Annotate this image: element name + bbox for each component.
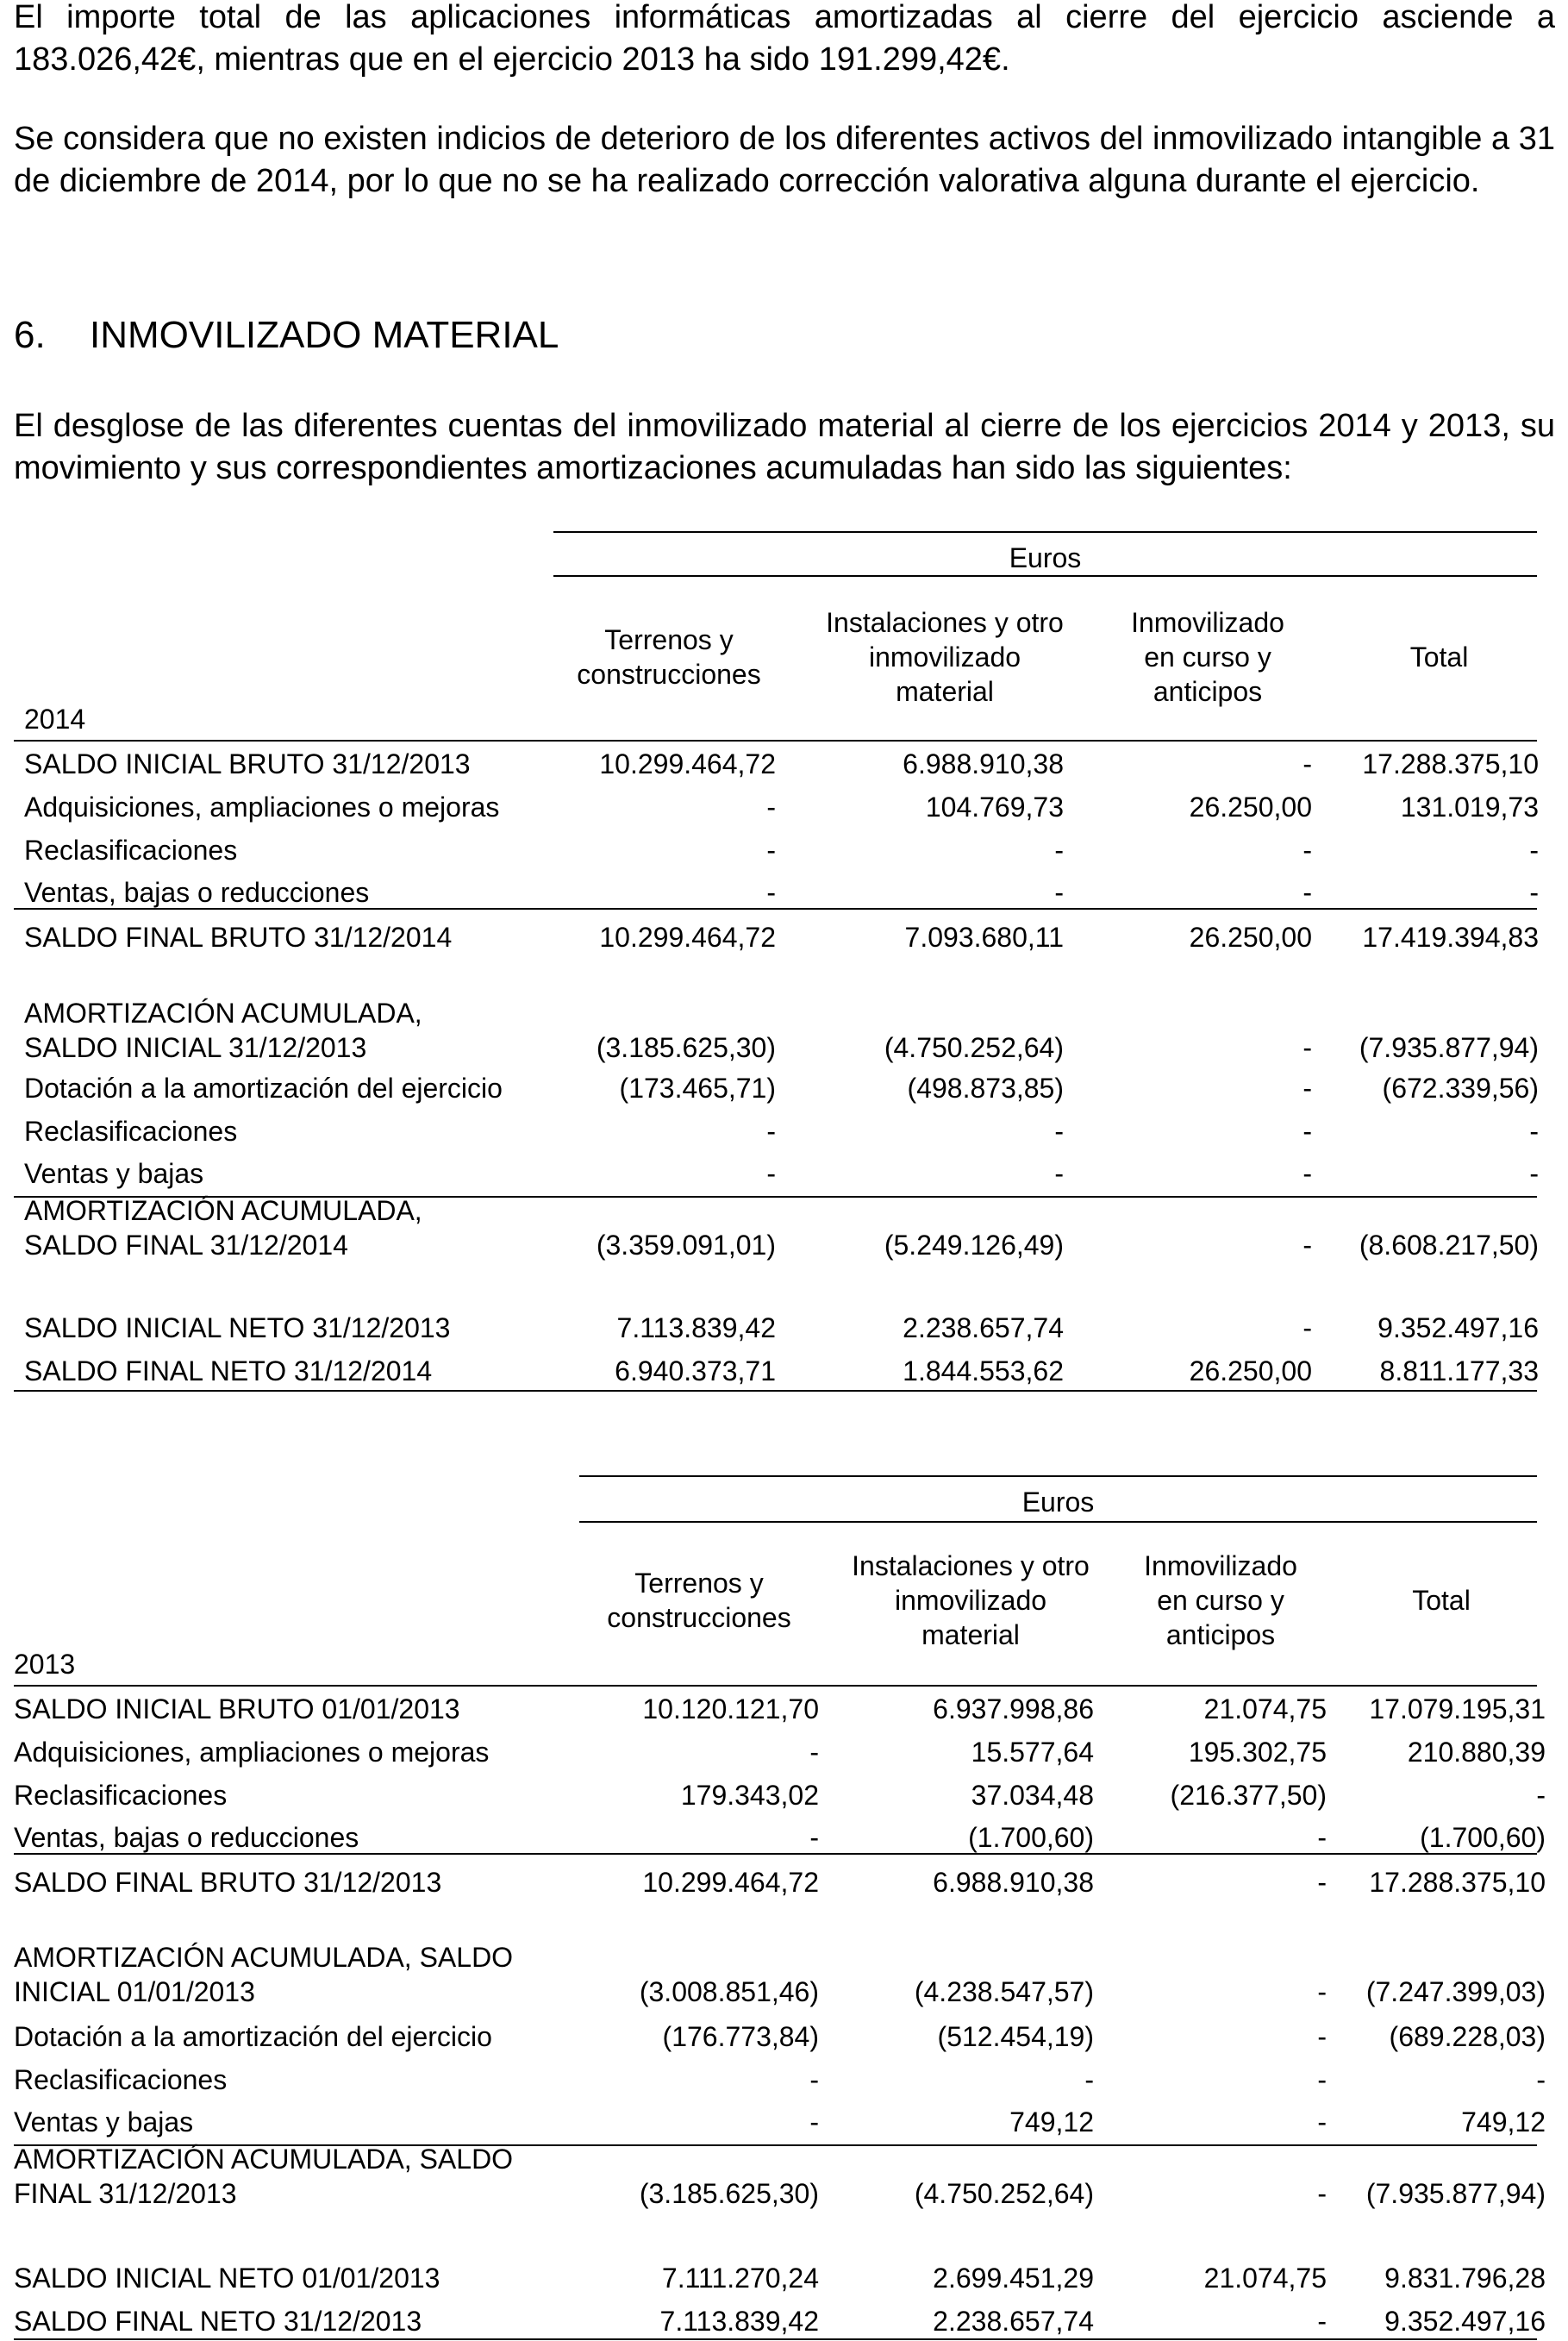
table-row [14,2062,1546,2097]
column-header-line: Terrenos y [634,1568,764,1599]
cell-value: 104.769,73 [925,792,1064,823]
row-label: SALDO INICIAL NETO 31/12/2013 [24,1312,451,1343]
cell-value: 10.299.464,72 [599,748,776,779]
row-label-line: AMORTIZACIÓN ACUMULADA, SALDO [14,1942,514,1973]
cell-value: - [1303,1116,1312,1147]
cell-value: 10.299.464,72 [642,1867,819,1898]
cell-value: - [1317,1822,1327,1853]
cell-value: - [1054,835,1064,866]
cell-value: 195.302,75 [1188,1737,1327,1768]
paragraph-impairment: Se considera que no existen indicios de deterioro de los diferentes activos del inmovilizado intangible a 31 de diciembre de 2014, por lo que no se ha realizado corrección valorativa alguna durante el ejercicio. [14,121,1555,199]
row-label-line: AMORTIZACIÓN ACUMULADA, [24,1195,422,1226]
currency-label: Euros [1021,1487,1095,1518]
cell-value: 210.880,39 [1407,1737,1546,1768]
row-label: SALDO FINAL BRUTO 31/12/2013 [14,1867,442,1898]
column-header-line: Terrenos y [604,624,734,655]
column-header-line: Total [1412,1585,1471,1616]
row-label: Ventas y bajas [24,1158,204,1189]
cell-value: - [1054,1158,1064,1189]
cell-value: - [1317,2064,1327,2095]
cell-value: 26.250,00 [1189,1355,1312,1386]
cell-value: - [766,792,776,823]
row-label [14,2142,513,2211]
cell-value: 26.250,00 [1189,792,1312,823]
row-label-line: FINAL 31/12/2013 [14,2178,237,2209]
cell-value: - [1317,1867,1327,1898]
row-label: Reclasificaciones [24,835,238,866]
column-header-line: material [921,1619,1020,1650]
header-rule [579,1475,1537,1477]
cell-value: 749,12 [1009,2106,1094,2138]
cell-value: - [1317,2021,1327,2052]
cell-value: - [1303,1158,1312,1189]
column-header-in-progress [1121,1549,1320,1652]
cell-value: (689.228,03) [1389,2021,1546,2052]
table-row [14,1940,1546,2009]
cell-value: 2.238.657,74 [903,1312,1064,1343]
cell-value: - [1317,2306,1327,2337]
row-separator [14,2338,1537,2340]
cell-value: 9.352.497,16 [1384,2306,1546,2337]
table-2013 [14,0,1546,2341]
cell-value: - [1054,877,1064,908]
year-label: 2013 [14,1649,76,1680]
section-number: 6. [14,314,46,356]
cell-value: (7.935.877,94) [1359,1032,1539,1063]
cell-value: (1.700,60) [1420,1822,1546,1853]
header-rule [579,1521,1537,1523]
cell-value: 17.419.394,83 [1362,922,1539,953]
cell-value: - [1303,748,1312,779]
cell-value: 7.093.680,11 [904,922,1064,953]
row-label: SALDO FINAL NETO 31/12/2013 [14,2306,422,2337]
column-header-line: Inmovilizado [1144,1550,1297,1581]
row-label-line: AMORTIZACIÓN ACUMULADA, [24,998,422,1029]
column-header-line: anticipos [1153,676,1263,707]
cell-value: - [1536,1780,1546,1811]
cell-value: 6.940.373,71 [615,1355,776,1386]
cell-value: - [1084,2064,1094,2095]
cell-value: (5.249.126,49) [884,1230,1064,1261]
cell-value: - [1303,1312,1312,1343]
header-bottom-rule [14,1685,1537,1687]
cell-value: (4.238.547,57) [914,1976,1094,2007]
table-row [14,2304,1546,2338]
cell-value: 10.120.121,70 [642,1693,819,1724]
row-label-line: SALDO INICIAL 31/12/2013 [24,1032,367,1063]
cell-value: 7.113.839,42 [616,1312,776,1343]
row-label: Adquisiciones, ampliaciones o mejoras [24,792,500,823]
paragraph-breakdown: El desglose de las diferentes cuentas del inmovilizado material al cierre de los ejercicios 2014 y 2013, su movimiento y sus correspondientes amortizaciones acumuladas han sido las siguientes: [14,408,1555,486]
row-label: SALDO FINAL BRUTO 31/12/2014 [24,922,453,953]
table-row [14,2261,1546,2295]
row-label: SALDO FINAL NETO 31/12/2014 [24,1355,433,1386]
cell-value: 7.113.839,42 [659,2306,819,2337]
table-row [14,1692,1546,1726]
cell-value: 6.988.910,38 [933,1867,1094,1898]
column-header-line: en curso y [1157,1585,1284,1616]
row-label: Reclasificaciones [14,2064,228,2095]
column-header-line: material [896,676,994,707]
cell-value: 2.238.657,74 [933,2306,1094,2337]
row-label: SALDO INICIAL BRUTO 01/01/2013 [14,1693,460,1724]
year-label: 2014 [24,704,86,735]
row-separator [14,1853,1537,1855]
cell-value: 2.699.451,29 [933,2263,1094,2294]
cell-value: 26.250,00 [1189,922,1312,953]
cell-value: (4.750.252,64) [914,2178,1094,2209]
cell-value: 179.343,02 [680,1780,819,1811]
row-label: SALDO INICIAL BRUTO 31/12/2013 [24,748,471,779]
column-header-installations [824,1549,1117,1652]
cell-value: (7.247.399,03) [1365,1976,1546,2007]
row-label-line: SALDO FINAL 31/12/2014 [24,1230,348,1261]
cell-value: - [1303,1032,1312,1063]
row-label-line: INICIAL 01/01/2013 [14,1976,255,2007]
cell-value: - [1529,877,1539,908]
row-label: Ventas, bajas o reducciones [24,877,370,908]
cell-value: (3.359.091,01) [596,1230,776,1261]
table-row [14,2019,1546,2054]
column-header-line: inmovilizado [868,642,1021,673]
cell-value: 17.288.375,10 [1362,748,1539,779]
cell-value: 21.074,75 [1203,2263,1327,2294]
cell-value: 37.034,48 [971,1780,1094,1811]
cell-value: 9.352.497,16 [1377,1312,1539,1343]
section-title: INMOVILIZADO MATERIAL [90,314,559,356]
cell-value: (8.608.217,50) [1359,1230,1539,1261]
cell-value: - [809,2064,819,2095]
table-row [14,2105,1546,2139]
cell-value: (512.454,19) [937,2021,1094,2052]
cell-value: - [1529,1158,1539,1189]
cell-value: (672.339,56) [1382,1073,1539,1104]
cell-value: - [1529,835,1539,866]
cell-value: - [766,877,776,908]
column-header-line: Total [1409,642,1469,673]
column-header-line: Inmovilizado [1131,607,1284,638]
paragraph-amortized-software: El importe total de las aplicaciones informáticas amortizadas al cierre del ejercicio asciende a 183.026,42€, mientras que en el ejercicio 2013 ha sido 191.299,42€. [14,0,1555,78]
cell-value: (173.465,71) [619,1073,776,1104]
cell-value: - [809,1822,819,1853]
row-label: Dotación a la amortización del ejercicio [24,1073,503,1104]
cell-value: - [809,2106,819,2138]
column-header-line: en curso y [1144,642,1271,673]
table-row [14,1820,1546,1855]
cell-value: - [1303,1073,1312,1104]
column-header-line: Instalaciones y otro [852,1550,1090,1581]
cell-value: - [1054,1116,1064,1147]
cell-value: 9.831.796,28 [1384,2263,1546,2294]
row-label: Adquisiciones, ampliaciones o mejoras [14,1737,490,1768]
cell-value: 6.988.910,38 [903,748,1064,779]
cell-value: (1.700,60) [968,1822,1094,1853]
row-label: SALDO INICIAL NETO 01/01/2013 [14,2263,440,2294]
cell-value: (4.750.252,64) [884,1032,1064,1063]
row-label: Ventas y bajas [14,2106,194,2138]
cell-value: - [766,1116,776,1147]
cell-value: 749,12 [1461,2106,1546,2138]
column-header-total [1346,1583,1537,1618]
cell-value: - [1303,877,1312,908]
cell-value: 7.111.270,24 [661,2263,819,2294]
row-label: Reclasificaciones [14,1780,228,1811]
cell-value: - [1536,2064,1546,2095]
cell-value: - [766,835,776,866]
cell-value: - [809,1737,819,1768]
cell-value: 17.288.375,10 [1369,1867,1546,1898]
cell-value: (498.873,85) [907,1073,1064,1104]
cell-value: - [1317,1976,1327,2007]
cell-value: 1.844.553,62 [903,1355,1064,1386]
row-label: Dotación a la amortización del ejercicio [14,2021,492,2052]
cell-value: (176.773,84) [662,2021,819,2052]
table-row [14,1778,1546,1812]
column-header-line: construcciones [577,659,761,690]
row-label: Reclasificaciones [24,1116,238,1147]
cell-value: 6.937.998,86 [933,1693,1094,1724]
table-row [14,1865,1546,1900]
row-label: Ventas, bajas o reducciones [14,1822,359,1853]
cell-value: (3.008.851,46) [639,1976,819,2007]
cell-value: (216.377,50) [1170,1780,1327,1811]
cell-value: - [1317,2178,1327,2209]
cell-value: - [766,1158,776,1189]
cell-value: 21.074,75 [1203,1693,1327,1724]
table-row [14,2142,1546,2211]
column-header-line: construcciones [607,1602,791,1633]
cell-value: (3.185.625,30) [596,1032,776,1063]
cell-value: 15.577,64 [971,1737,1094,1768]
cell-value: 131.019,73 [1400,792,1539,823]
row-label [14,1940,513,2009]
cell-value: - [1529,1116,1539,1147]
cell-value: (3.185.625,30) [639,2178,819,2209]
column-header-line: anticipos [1165,1619,1276,1650]
cell-value: 17.079.195,31 [1369,1693,1546,1724]
cell-value: (7.935.877,94) [1365,2178,1546,2209]
row-separator [14,2144,1537,2146]
cell-value: 8.811.177,33 [1379,1355,1539,1386]
row-label-line: AMORTIZACIÓN ACUMULADA, SALDO [14,2144,514,2175]
currency-label: Euros [1009,542,1082,573]
cell-value: - [1317,2106,1327,2138]
cell-value: - [1303,1230,1312,1261]
cell-value: - [1303,835,1312,866]
cell-value: 10.299.464,72 [599,922,776,953]
column-header-line: Instalaciones y otro [826,607,1064,638]
column-header-line: inmovilizado [894,1585,1047,1616]
column-header-land-buildings [591,1566,807,1635]
table-row [14,1735,1546,1769]
